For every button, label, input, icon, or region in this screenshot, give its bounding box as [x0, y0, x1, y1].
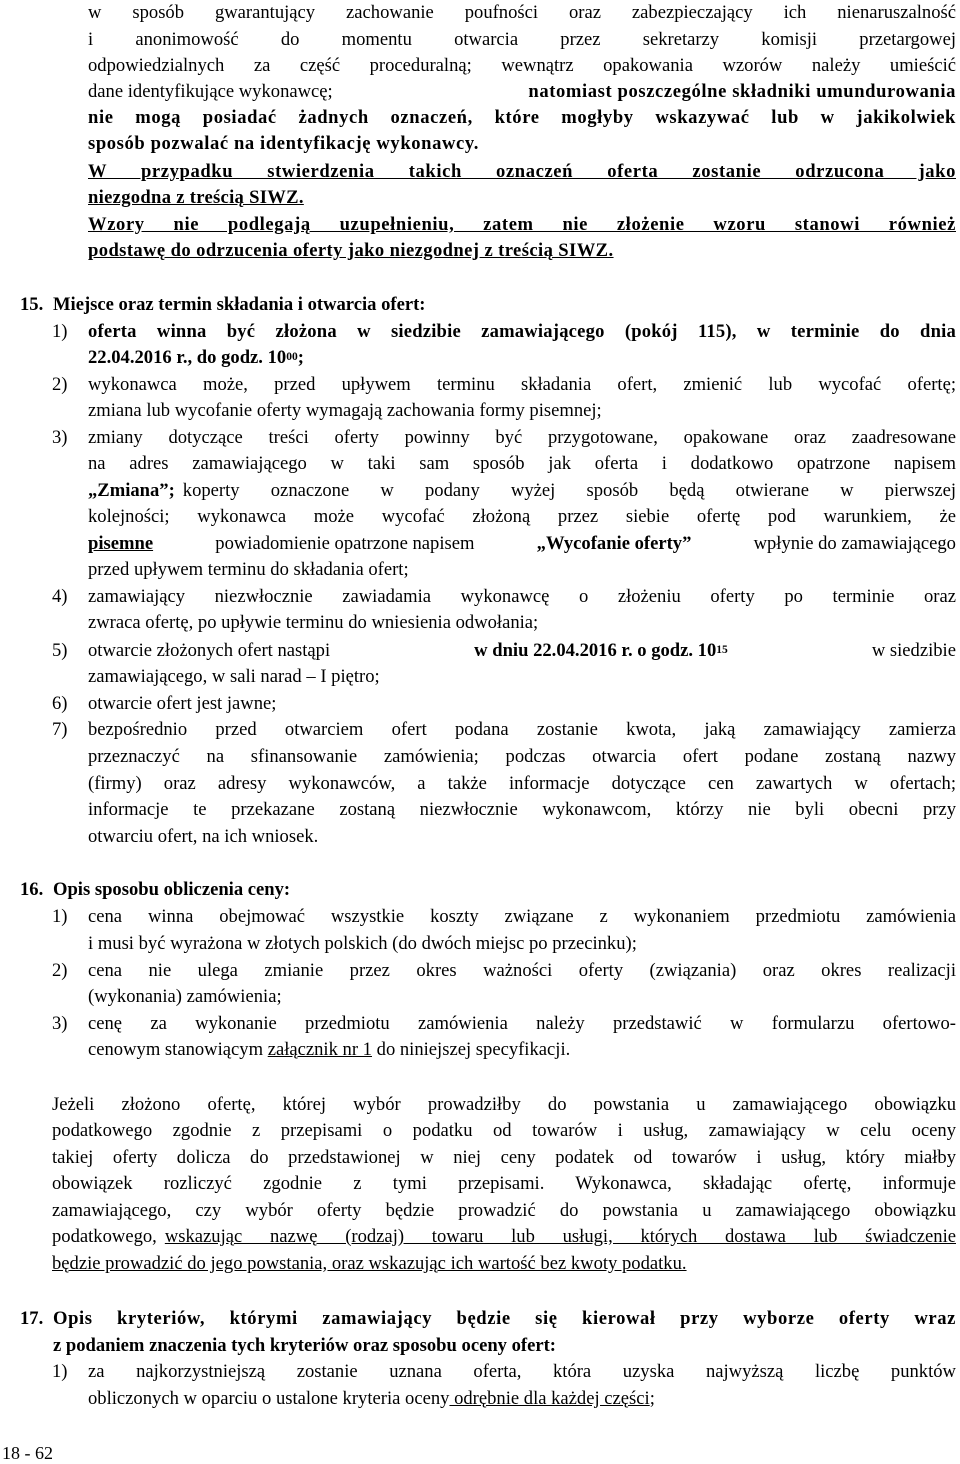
intro-line-2: i anonimowość do momentu otwarcia przez sekretarzy komisji przetargowej: [88, 29, 956, 50]
s15-item-1-line-2: [88, 345, 304, 371]
intro-line-5: nie mogą posiadać żadnych oznaczeń, które mogłyby wskazywać lub w jakikolwiek: [88, 107, 956, 128]
s15-item-3-line-2: na adres zamawiającego w taki sam sposób jak oferta i dodatkowo opatrzone napisem: [88, 453, 956, 474]
s15-item-7-line-3: (firmy) oraz adresy wykonawców, a także informacje dotyczące cen zawartych w ofertach;: [88, 773, 956, 794]
s15-item-3-wycofanie: „Wycofanie oferty”: [536, 533, 692, 554]
s16-item-3-line-2: [88, 1037, 570, 1063]
s17-item-1-semicolon: ;: [649, 1388, 655, 1409]
s16-item-2-number: 2): [52, 960, 68, 981]
s15-item-7-line-1: bezpośrednio przed otwarciem ofert podana zostanie kwota, jaką zamawiający zamierza: [88, 719, 956, 740]
s15-item-5-otwarcie: otwarcie złożonych ofert nastąpi: [88, 640, 331, 661]
s15-item-7-line-5: otwarciu ofert, na ich wniosek.: [88, 826, 319, 847]
s15-item-5-line-2: zamawiającego, w sali narad – I piętro;: [88, 666, 380, 687]
intro-line-4: [88, 79, 956, 105]
s15-item-5-number: 5): [52, 640, 68, 661]
intro-line-3: odpowiedzialnych za część proceduralną; wewnątrz opakowania wzorów należy umieścić: [88, 55, 956, 76]
s17-item-1-line-1: za najkorzystniejszą zostanie uznana oferta, która uzyska najwyższą liczbę punktów: [88, 1361, 956, 1382]
s15-item-1-date: 22.04.2016 r., do godz. 10: [88, 347, 287, 368]
intro-line-6: sposób pozwalać na identyfikację wykonawcy.: [88, 133, 479, 154]
section-16-number: 16.: [20, 879, 44, 900]
s16-para-line-5: zamawiającego, czy wybór oferty będzie prowadzić do powstania u zamawiającego obowiązku: [52, 1200, 956, 1221]
s16-para-line-2: podatkowego zgodnie z przepisami o podatku od towarów i usług, zamawiający w celu oceny: [52, 1120, 956, 1141]
s15-item-3-line-5: [88, 531, 956, 557]
s15-item-3-line-6: przed upływem terminu do składania ofert;: [88, 559, 409, 580]
s15-item-7-line-4: informacje te przekazane zostaną niezwłocznie wykonawcom, którzy nie byli obecni przy: [88, 799, 956, 820]
s15-item-5-line-1: [88, 638, 956, 664]
s16-para-podatkowego: podatkowego,: [52, 1226, 157, 1247]
s15-item-2-number: 2): [52, 374, 68, 395]
section-16-title: Opis sposobu obliczenia ceny:: [53, 879, 291, 900]
s15-item-4-line-1: zamawiający niezwłocznie zawiadamia wykonawcę o złożeniu oferty po terminie oraz: [88, 586, 956, 607]
s15-item-4-line-2: zwraca ofertę, po upływie terminu do wniesienia odwołania;: [88, 612, 539, 633]
page-number: 18 - 62: [2, 1443, 53, 1463]
s15-item-1-minutes: 00: [286, 351, 298, 363]
s16-item-2-line-1: cena nie ulega zmianie przez okres ważności oferty (związania) oraz okres realizacji: [88, 960, 956, 981]
intro-line-9: Wzory nie podlegają uzupełnieniu, zatem nie złożenie wzoru stanowi również: [88, 214, 956, 235]
intro-line-8: niezgodna z treścią SIWZ.: [88, 187, 304, 208]
s15-item-1-line-1: oferta winna być złożona w siedzibie zamawiającego (pokój 115), w terminie do dnia: [88, 321, 956, 342]
intro-line-4-plain: dane identyfikujące wykonawcę;: [88, 81, 333, 102]
intro-line-7: W przypadku stwierdzenia takich oznaczeń oferta zostanie odrzucona jako: [88, 161, 956, 182]
s15-item-3-line-4: kolejności; wykonawca może wycofać złożoną przez siebie ofertę pod warunkiem, że: [88, 506, 956, 527]
s16-item-1-line-1: cena winna obejmować wszystkie koszty związane z wykonaniem przedmiotu zamówienia: [88, 906, 956, 927]
s17-item-1-obliczonych: obliczonych w oparciu o ustalone kryteria oceny: [88, 1388, 450, 1409]
s16-item-3-cenowym: cenowym stanowiącym: [88, 1039, 264, 1060]
s15-item-3-number: 3): [52, 427, 68, 448]
s16-item-3-number: 3): [52, 1013, 68, 1034]
s15-item-3-pisemne: pisemne: [88, 533, 154, 554]
s15-item-3-line-3-rest: koperty oznaczone w podany wyżej sposób będą otwierane w pierwszej: [182, 480, 956, 501]
s16-para-line-3: takiej oferty dolicza do przedstawionej w niej ceny podatek od towarów i usług, który miałby: [52, 1147, 956, 1168]
section-15-number: 15.: [20, 294, 44, 315]
section-17-title-1: Opis kryteriów, którymi zamawiający będzie się kierował przy wyborze oferty wraz: [53, 1308, 956, 1329]
s15-item-1-semicolon: ;: [297, 347, 304, 368]
s15-item-2-line-2: zmiana lub wycofanie oferty wymagają zachowania formy pisemnej;: [88, 400, 602, 421]
s15-item-5-minutes: 15: [716, 644, 728, 656]
s16-item-3-zalacznik: załącznik nr 1: [267, 1039, 372, 1060]
s16-item-1-number: 1): [52, 906, 68, 927]
s15-item-5-date-text: w dniu 22.04.2016 r. o godz. 10: [474, 640, 717, 661]
s16-item-2-line-2: (wykonania) zamówienia;: [88, 986, 282, 1007]
s15-item-6-line-1: otwarcie ofert jest jawne;: [88, 693, 277, 714]
s15-item-3-line-1: zmiany dotyczące treści oferty powinny być przygotowane, opakowane oraz zaadresowane: [88, 427, 956, 448]
intro-line-10: podstawę do odrzucenia oferty jako niezgodnej z treścią SIWZ.: [88, 240, 614, 261]
s16-item-3-line-1: cenę za wykonanie przedmiotu zamówienia należy przedstawić w formularzu ofertowo-: [88, 1013, 956, 1034]
intro-line-1: w sposób gwarantujący zachowanie poufności oraz zabezpieczający ich nienaruszalność: [88, 2, 956, 23]
s15-item-4-number: 4): [52, 586, 68, 607]
s16-para-wskazujac: wskazując nazwę (rodzaj) towaru lub usługi, których dostawa lub świadczenie: [164, 1226, 956, 1247]
s15-item-1-number: 1): [52, 321, 68, 342]
s15-item-6-number: 6): [52, 693, 68, 714]
s17-item-1-line-2: [88, 1386, 655, 1412]
s15-item-3-wplynie: wpłynie do zamawiającego: [753, 533, 956, 554]
s15-item-5-date: [474, 638, 728, 664]
s16-para-line-1: Jeżeli złożono ofertę, której wybór prowadziłby do powstania u zamawiającego obowiązku: [52, 1094, 956, 1115]
s16-para-line-4: obowiązek rozliczyć zgodnie z tymi przepisami. Wykonawca, składając ofertę, informuje: [52, 1173, 956, 1194]
intro-line-4-bold: natomiast poszczególne składniki umundurowania: [528, 81, 956, 102]
s16-item-1-line-2: i musi być wyrażona w złotych polskich (do dwóch miejsc po przecinku);: [88, 933, 637, 954]
s15-item-5-siedzibie: w siedzibie: [871, 640, 956, 661]
section-17-number: 17.: [20, 1308, 44, 1329]
s15-item-3-line-3: [88, 478, 956, 504]
section-15-title: Miejsce oraz termin składania i otwarcia ofert:: [53, 294, 426, 315]
s15-item-7-number: 7): [52, 719, 68, 740]
s15-item-3-zmiana: „Zmiana”;: [88, 480, 175, 501]
s16-para-line-6: [52, 1224, 956, 1250]
s15-item-7-line-2: przeznaczyć na sfinansowanie zamówienia; podczas otwarcia ofert podane zostaną nazwy: [88, 746, 956, 767]
s16-para-line-7: będzie prowadzić do jego powstania, oraz wskazując ich wartość bez kwoty podatku.: [52, 1253, 687, 1274]
s15-item-3-powiadomienie: powiadomienie opatrzone napisem: [215, 533, 475, 554]
s16-item-3-niniejszej: do niniejszej specyfikacji.: [376, 1039, 571, 1060]
section-17-title-2: z podaniem znaczenia tych kryteriów oraz sposobu oceny ofert:: [53, 1335, 556, 1356]
s17-item-1-odrebnie: odrębnie dla każdej części: [449, 1388, 650, 1409]
s17-item-1-number: 1): [52, 1361, 68, 1382]
s15-item-2-line-1: wykonawca może, przed upływem terminu składania ofert, zmienić lub wycofać ofertę;: [88, 374, 956, 395]
